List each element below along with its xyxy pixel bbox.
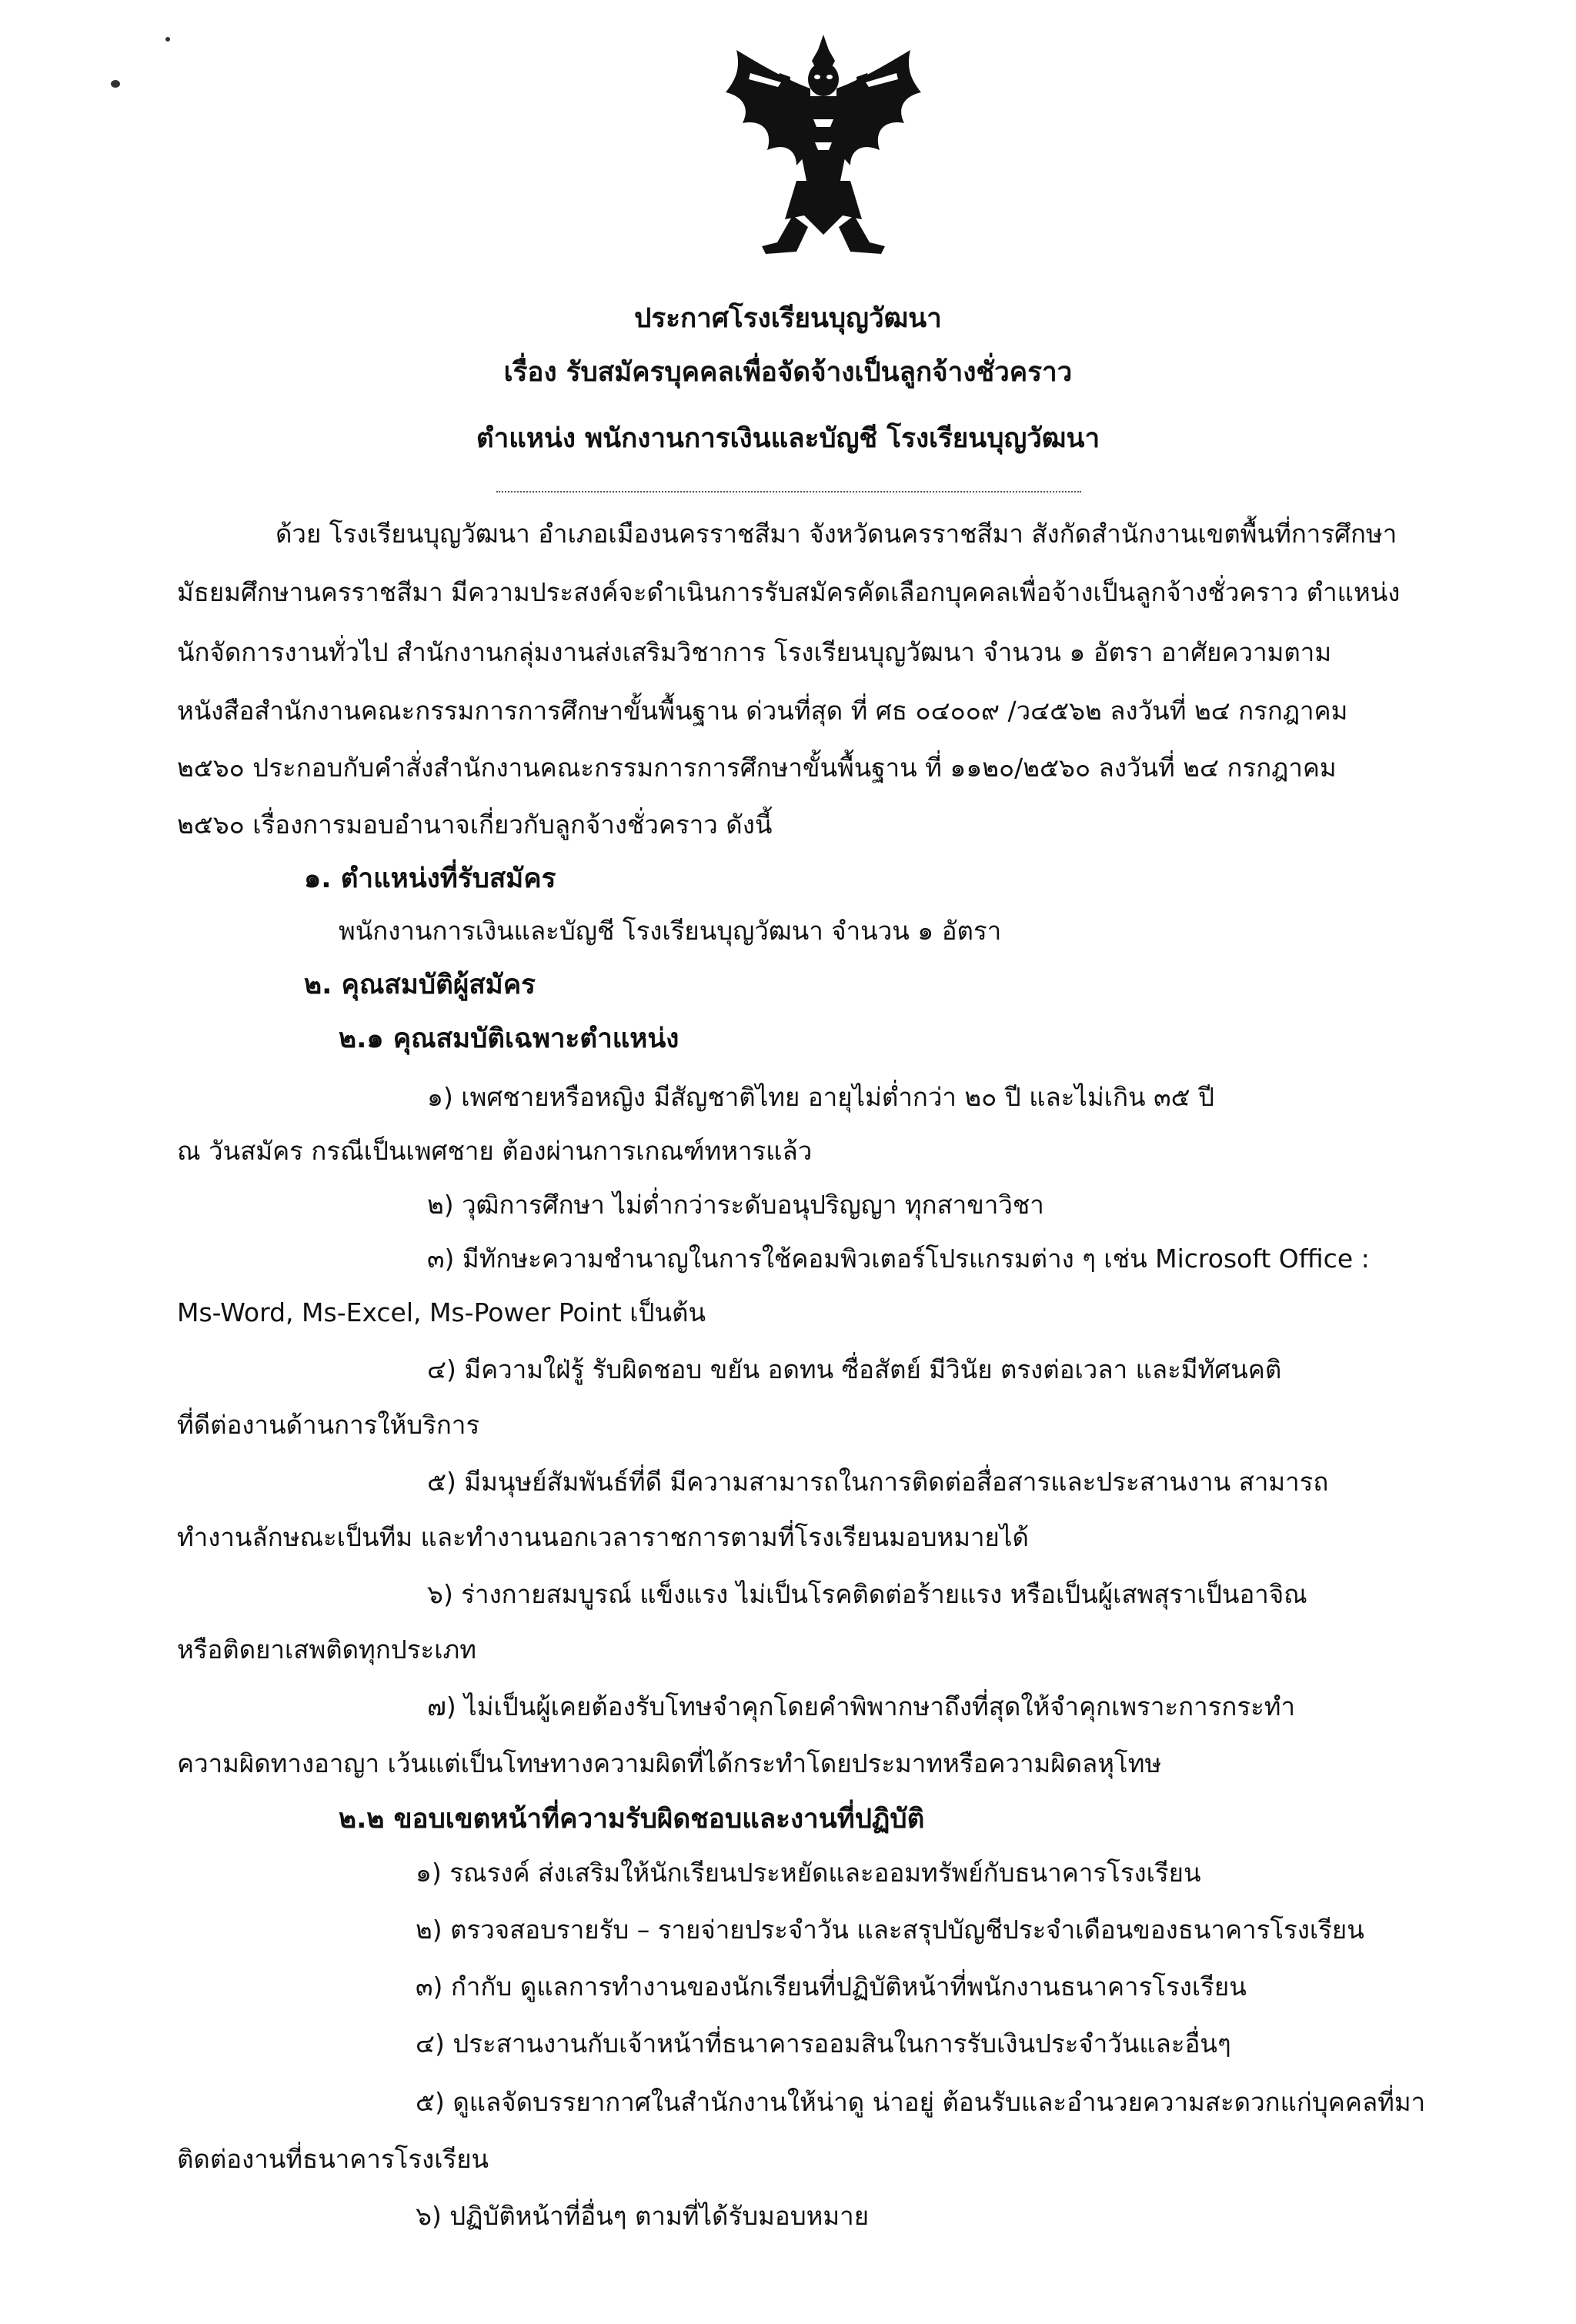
qualification-line: ๕) มีมนุษย์สัมพันธ์ที่ดี มีความสามารถในการติดต่อสื่อสารและประสานงาน สามารถ	[427, 1467, 1329, 1497]
qualification-line: หรือติดยาเสพติดทุกประเภท	[177, 1634, 476, 1665]
intro-line-5: ๒๕๖๐ ประกอบกับคำสั่งสำนักงานคณะกรรมการการศึกษาขั้นพื้นฐาน ที่ ๑๑๒๐/๒๕๖๐ ลงวันที่ ๒๔ กรกฎาคม	[177, 753, 1337, 783]
section-2-1-heading: ๒.๑ คุณสมบัติเฉพาะตำแหน่ง	[339, 1023, 679, 1054]
qualification-line: ณ วันสมัคร กรณีเป็นเพศชาย ต้องผ่านการเกณฑ์ทหารแล้ว	[177, 1136, 813, 1166]
section-1-text: พนักงานการเงินและบัญชี โรงเรียนบุญวัฒนา จำนวน ๑ อัตรา	[339, 916, 1002, 946]
duty-line: ๑) รณรงค์ ส่งเสริมให้นักเรียนประหยัดและออมทรัพย์กับธนาคารโรงเรียน	[416, 1858, 1201, 1888]
intro-line-2: มัธยมศึกษานครราชสีมา มีความประสงค์จะดำเนินการรับสมัครคัดเลือกบุคคลเพื่อจ้างเป็นลูกจ้างชั่วคราว ตำแหน่ง	[177, 577, 1401, 607]
qualification-line: ความผิดทางอาญา เว้นแต่เป็นโทษทางความผิดที่ได้กระทำโดยประมาทหรือความผิดลหุโทษ	[177, 1748, 1162, 1778]
qualification-line: ๔) มีความใฝ่รู้ รับผิดชอบ ขยัน อดทน ซื่อสัตย์ มีวินัย ตรงต่อเวลา และมีทัศนคติ	[427, 1354, 1282, 1384]
intro-line-6: ๒๕๖๐ เรื่องการมอบอำนาจเกี่ยวกับลูกจ้างชั่วคราว ดังนี้	[177, 810, 773, 840]
scan-speck	[165, 37, 170, 42]
qualification-line: ๒) วุฒิการศึกษา ไม่ต่ำกว่าระดับอนุปริญญา ทุกสาขาวิชา	[427, 1190, 1044, 1220]
duty-line: ๓) กำกับ ดูแลการทำงานของนักเรียนที่ปฏิบัติหน้าที่พนักงานธนาคารโรงเรียน	[416, 1972, 1247, 2002]
qualification-line: ทำงานลักษณะเป็นทีม และทำงานนอกเวลาราชการตามที่โรงเรียนมอบหมายได้	[177, 1522, 1029, 1552]
duty-line: ๔) ประสานงานกับเจ้าหน้าที่ธนาคารออมสินในการรับเงินประจำวันและอื่นๆ	[416, 2028, 1231, 2059]
duty-line: ๒) ตรวจสอบรายรับ – รายจ่ายประจำวัน และสรุปบัญชีประจำเดือนของธนาคารโรงเรียน	[416, 1915, 1364, 1945]
qualification-line: ๖) ร่างกายสมบูรณ์ แข็งแรง ไม่เป็นโรคติดต่อร้ายแรง หรือเป็นผู้เสพสุราเป็นอาจิณ	[427, 1579, 1307, 1609]
garuda-emblem-icon	[720, 35, 927, 265]
qualification-line: ๗) ไม่เป็นผู้เคยต้องรับโทษจำคุกโดยคำพิพากษาถึงที่สุดให้จำคุกเพราะการกระทำ	[427, 1691, 1296, 1721]
qualification-line: ๓) มีทักษะความชำนาญในการใช้คอมพิวเตอร์โปรแกรมต่าง ๆ เช่น Microsoft Office :	[427, 1244, 1370, 1274]
duty-line: ๖) ปฏิบัติหน้าที่อื่นๆ ตามที่ได้รับมอบหมาย	[416, 2201, 870, 2231]
scan-speck	[111, 80, 120, 88]
header-line-3: ตำแหน่ง พนักงานการเงินและบัญชี โรงเรียนบุญวัฒนา	[476, 423, 1100, 454]
section-2-heading: ๒. คุณสมบัติผู้สมัคร	[304, 970, 536, 1000]
duty-line: ๕) ดูแลจัดบรรยากาศในสำนักงานให้น่าดู น่าอยู่ ต้อนรับและอำนวยความสะดวกแก่บุคคลที่มา	[416, 2087, 1426, 2117]
qualification-line: Ms-Word, Ms-Excel, Ms-Power Point เป็นต้น	[177, 1297, 706, 1327]
header-line-1: ประกาศโรงเรียนบุญวัฒนา	[634, 303, 942, 334]
qualification-line: ๑) เพศชายหรือหญิง มีสัญชาติไทย อายุไม่ต่ำกว่า ๒๐ ปี และไม่เกิน ๓๕ ปี	[427, 1082, 1215, 1112]
duty-line: ติดต่องานที่ธนาคารโรงเรียน	[177, 2144, 489, 2174]
intro-line-1: ด้วย โรงเรียนบุญวัฒนา อำเภอเมืองนครราชสีมา จังหวัดนครราชสีมา สังกัดสำนักงานเขตพื้นที่การศึกษา	[275, 519, 1397, 549]
header-line-2: เรื่อง รับสมัครบุคคลเพื่อจัดจ้างเป็นลูกจ้างชั่วคราว	[503, 357, 1073, 388]
qualification-line: ที่ดีต่องานด้านการให้บริการ	[177, 1410, 480, 1440]
section-1-heading: ๑. ตำแหน่งที่รับสมัคร	[304, 863, 556, 894]
intro-line-3: นักจัดการงานทั่วไป สำนักงานกลุ่มงานส่งเสริมวิชาการ โรงเรียนบุญวัฒนา จำนวน ๑ อัตรา อาศัยความตาม	[177, 637, 1332, 667]
section-2-2-heading: ๒.๒ ขอบเขตหน้าที่ความรับผิดชอบและงานที่ปฏิบัติ	[339, 1804, 925, 1835]
intro-line-4: หนังสือสำนักงานคณะกรรมการการศึกษาขั้นพื้นฐาน ด่วนที่สุด ที่ ศธ ๐๔๐๐๙ /ว๔๕๖๒ ลงวันที่ ๒๔ กรกฎาคม	[177, 696, 1348, 726]
header-divider	[496, 491, 1081, 493]
